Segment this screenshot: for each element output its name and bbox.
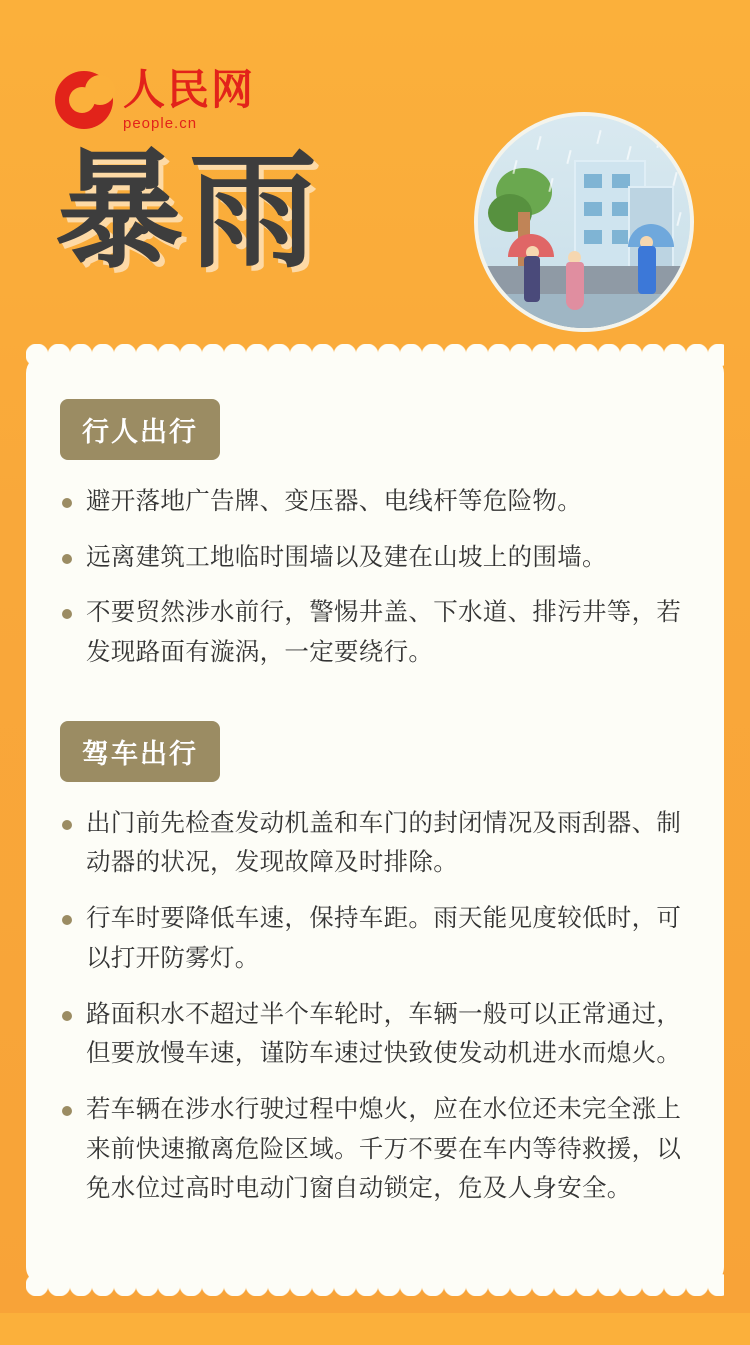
section-tag-label: 行人出行 — [60, 399, 220, 460]
brand-name-cn: 人民网 — [123, 66, 256, 114]
list-item: 路面积水不超过半个车轮时，车辆一般可以正常通过，但要放慢车速，谨防车速过快致使发动机进水而熄火。 — [60, 995, 690, 1074]
list-item: 避开落地广告牌、变压器、电线杆等危险物。 — [60, 482, 690, 522]
section-header-pedestrian — [60, 399, 690, 460]
scallop-edge-bottom — [26, 1274, 724, 1296]
section-list-driving — [60, 804, 690, 1209]
page-title: 暴雨 — [55, 140, 324, 283]
list-item: 行车时要降低车速，保持车距。雨天能见度较低时，可以打开防雾灯。 — [60, 899, 690, 978]
brand-name-en: people.cn — [123, 114, 198, 132]
section-list-pedestrian — [60, 482, 690, 673]
list-item: 若车辆在涉水行驶过程中熄火，应在水位还未完全涨上来前快速撤离危险区域。千万不要在车内等待救援，以免水位过高时电动门窗自动锁定，危及人身安全。 — [60, 1090, 690, 1209]
poster-header — [0, 0, 750, 355]
list-item: 不要贸然涉水前行，警惕井盖、下水道、排污井等，若发现路面有漩涡，一定要绕行。 — [60, 593, 690, 672]
section-tag-label: 驾车出行 — [60, 721, 220, 782]
content-card — [26, 355, 724, 1285]
list-item: 出门前先检查发动机盖和车门的封闭情况及雨刮器、制动器的状况，发现故障及时排除。 — [60, 804, 690, 883]
scallop-edge-top — [26, 344, 724, 366]
rain-scene-illustration — [474, 112, 694, 332]
section-header-driving — [60, 721, 690, 782]
list-item: 远离建筑工地临时围墙以及建在山坡上的围墙。 — [60, 538, 690, 578]
people-cn-logo-icon — [55, 71, 113, 129]
